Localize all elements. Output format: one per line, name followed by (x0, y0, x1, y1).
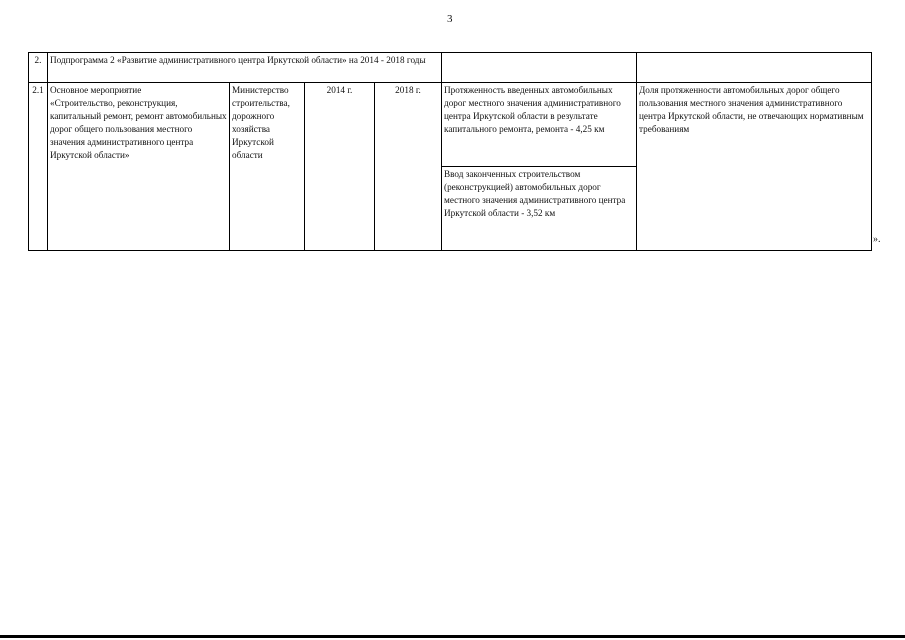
table-row-program (29, 53, 872, 83)
program-title-cell: Подпрограмма 2 «Развитие административного центра Иркутской области» на 2014 - 2018 годы (48, 53, 442, 83)
target-indicator-cell: Доля протяженности автомобильных дорог общего пользования местного значения административного центра Иркутской области, не отвечающих нормативным требованиям (637, 83, 872, 251)
activity-cell: Основное мероприятие «Строительство, реконструкция, капитальный ремонт, ремонт автомобильных дорог общего пользования местного значения административного центра Иркутской области» (48, 83, 230, 251)
program-indicator-cell (442, 53, 637, 83)
executor-cell: Министерство строительства, дорожного хозяйства Иркутской области (230, 83, 305, 251)
closing-quote-mark: ». (873, 234, 881, 245)
table-row-measure (29, 83, 872, 167)
page-number: 3 (447, 13, 453, 25)
end-year-cell: 2018 г. (375, 83, 442, 251)
bottom-border-line (0, 635, 905, 638)
result-indicator-cell-2: Ввод законченных строительством (реконструкцией) автомобильных дорог местного значения административного центра Иркутской области - 3,52 км (442, 167, 637, 251)
row-number-cell: 2. (29, 53, 48, 83)
row-number-cell: 2.1 (29, 83, 48, 251)
start-year-cell: 2014 г. (305, 83, 375, 251)
program-target-cell (637, 53, 872, 83)
program-table (28, 52, 872, 251)
result-indicator-cell-1: Протяженность введенных автомобильных дорог местного значения административного центра Иркутской области в результате капитального ремонта, ремонта - 4,25 км (442, 83, 637, 167)
